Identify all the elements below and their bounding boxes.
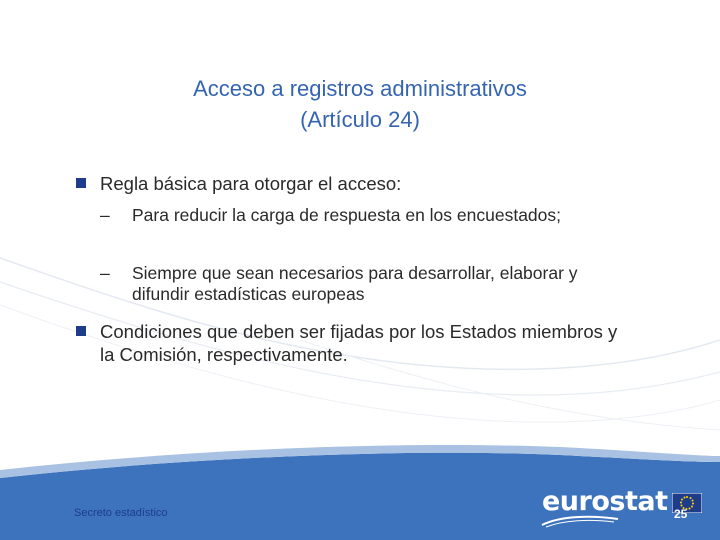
square-bullet-icon	[76, 178, 86, 188]
sub-bullet-text: Para reducir la carga de respuesta en los encuestados;	[132, 205, 562, 225]
square-bullet-icon	[76, 326, 86, 336]
bullet-text: Condiciones que deben ser fijadas por los Estados miembros y la Comisión, respectivamente.	[100, 321, 618, 365]
dash-marker: –	[100, 263, 110, 283]
page-number: 25	[674, 507, 688, 521]
footer-text: Secreto estadístico	[74, 507, 168, 519]
title-line-2: (Artículo 24)	[300, 107, 420, 132]
dash-marker: –	[100, 205, 110, 225]
bullet-text: Regla básica para otorgar el acceso:	[100, 173, 402, 194]
logo-swoosh-icon	[540, 514, 620, 528]
sub-bullet-item-2	[100, 263, 620, 305]
slide-title	[60, 73, 660, 135]
title-line-1: Acceso a registros administrativos	[193, 76, 527, 101]
sub-bullet-text: Siempre que sean necesarios para desarrollar, elaborar y difundir estadísticas europeas	[132, 263, 578, 304]
sub-bullet-item-1	[100, 205, 620, 247]
logo-wordmark: eurostat	[542, 486, 668, 517]
bullet-item-1	[76, 172, 636, 196]
bullet-item-2	[76, 320, 636, 368]
